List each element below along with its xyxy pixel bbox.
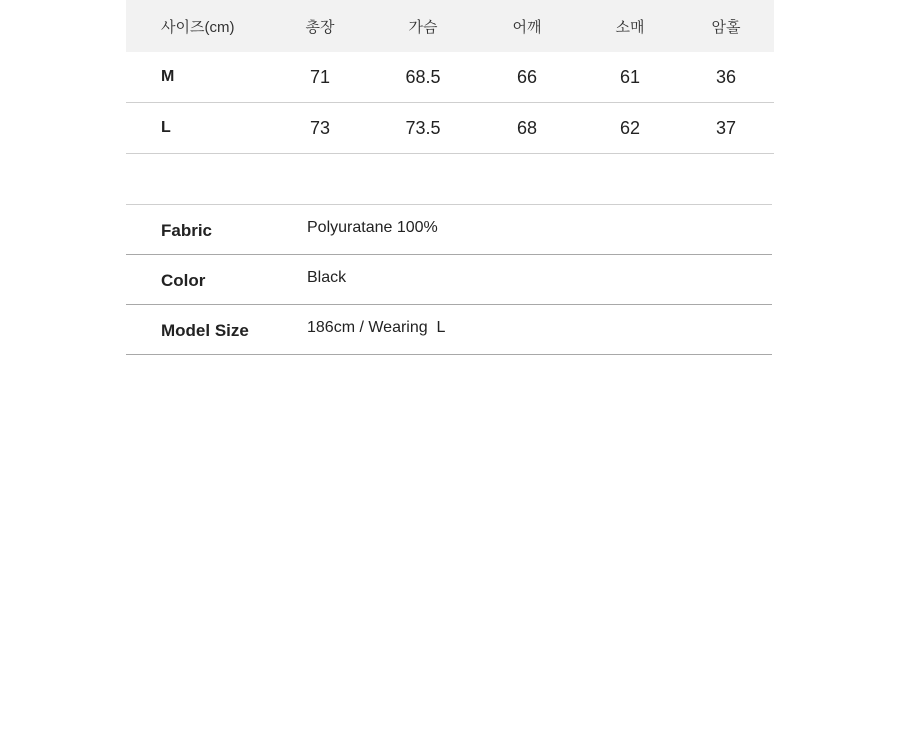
size-name: M: [161, 68, 175, 85]
sleeve-value: 61: [619, 66, 641, 87]
total-length-value: 73: [309, 117, 331, 138]
info-label: Model Size: [161, 321, 249, 340]
armhole-value: 37: [715, 117, 737, 138]
header-total-length: 총장: [305, 18, 335, 36]
table-row: [126, 103, 774, 154]
info-row-model-size: [126, 305, 772, 355]
info-label: Color: [161, 271, 206, 290]
header-shoulder: 어깨: [512, 18, 542, 36]
header-sleeve: 소매: [615, 18, 645, 36]
total-length-value: 71: [309, 66, 331, 87]
table-row: [126, 52, 774, 103]
product-info-table: [126, 204, 772, 355]
armhole-value: 36: [715, 66, 737, 87]
shoulder-value: 66: [516, 66, 538, 87]
info-value: 186cm / Wearing L: [307, 319, 446, 336]
info-row-color: [126, 255, 772, 305]
info-label: Fabric: [161, 221, 213, 240]
chest-value: 68.5: [405, 66, 441, 87]
size-name: L: [161, 119, 171, 136]
size-table: [126, 0, 774, 154]
info-value: Polyuratane 100%: [307, 219, 438, 236]
header-chest: 가슴: [408, 18, 438, 36]
info-value: Black: [307, 269, 347, 286]
header-size-label: 사이즈(cm): [161, 18, 235, 36]
sleeve-value: 62: [619, 117, 641, 138]
shoulder-value: 68: [516, 117, 538, 138]
size-table-header: [126, 0, 774, 52]
header-armhole: 암홀: [711, 18, 741, 36]
info-row-fabric: [126, 205, 772, 255]
chest-value: 73.5: [405, 117, 441, 138]
